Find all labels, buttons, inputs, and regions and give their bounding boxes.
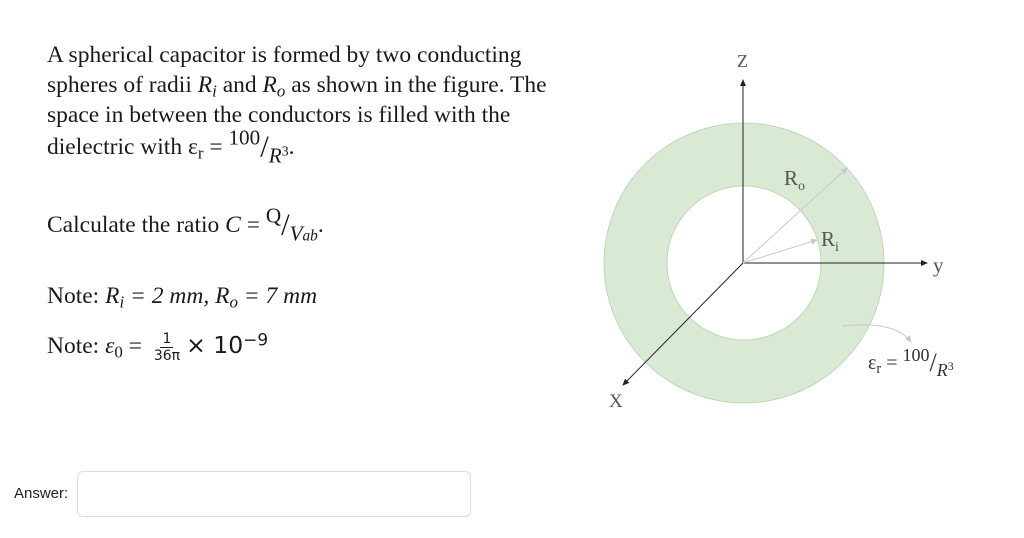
problem-line-2: spheres of radii $R_i$ and $R_o$ as shown in the figure. The [47, 72, 547, 101]
epsilon-r-symbol: ε [187, 134, 198, 160]
figure-epsilon-label: $\varepsilon_r = 100/R3$ [868, 344, 954, 381]
answer-input[interactable] [77, 471, 471, 517]
problem-line-1: A spherical capacitor is formed by two conducting [47, 42, 522, 68]
note-radii: Note: $R_i = 2$ mm, $R_o = 7$ mm [47, 283, 318, 312]
ri-label: $R_i$ [821, 227, 839, 255]
x-axis-label: X [609, 391, 623, 412]
answer-label: Answer: [14, 485, 69, 502]
problem-statement [47, 40, 583, 168]
problem-line-3: space in between the conductors is filled with the [47, 102, 511, 128]
z-axis-label: Z [737, 51, 748, 71]
ro-label: $R_o$ [784, 166, 806, 194]
ri-radius-line [743, 240, 817, 263]
y-axis-label: y [933, 253, 944, 277]
calculate-line: Calculate the ratio $C = Q/V_{ab}$. [47, 203, 324, 246]
fraction-one-over-36pi: $\frac{1}{36\pi}$ [153, 331, 181, 365]
problem-line-4: dielectric with $\varepsilon_r = 100/R3$. [47, 125, 295, 168]
note-epsilon-zero: Note: $\varepsilon_0$ = $\frac{1}{36\pi}$ × $10^{-9}$ [47, 329, 269, 365]
